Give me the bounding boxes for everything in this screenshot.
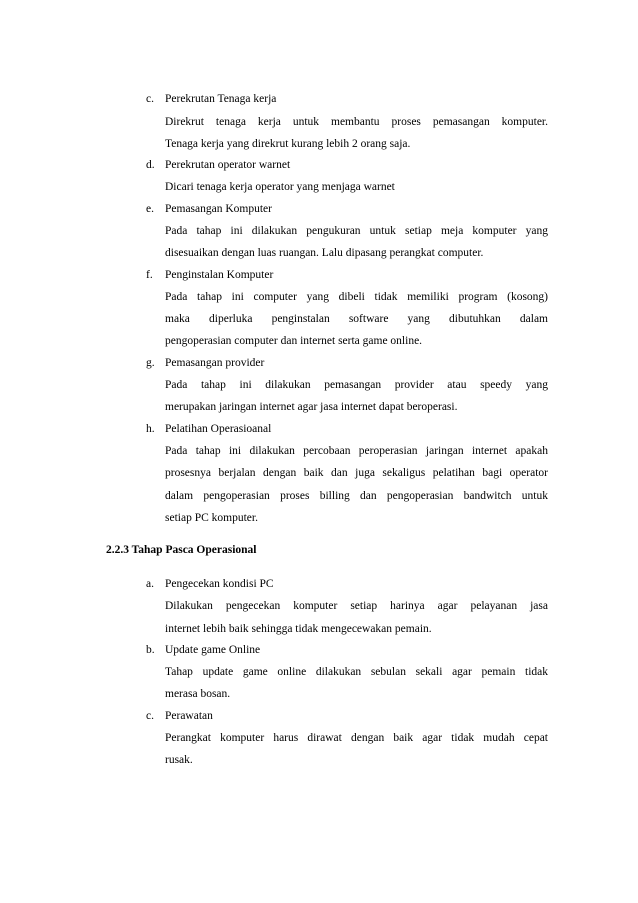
paragraph-line: Pada tahap ini dilakukan percobaan peroperasian jaringan internet apakah [165, 445, 548, 457]
paragraph-line: internet lebih baik sehingga tidak mengecewakan pemain. [165, 623, 432, 635]
section-heading: 2.2.3 Tahap Pasca Operasional [106, 544, 257, 556]
paragraph-line: Tenaga kerja yang direkrut kurang lebih 2 orang saja. [165, 138, 411, 150]
list-label-h: h. [146, 423, 155, 435]
paragraph-line: dalam pengoperasian proses billing dan pengoperasian bandwitch untuk [165, 490, 548, 502]
list-label-a: a. [146, 578, 154, 590]
list-title-perekrutan-operator-warnet: Perekrutan operator warnet [165, 159, 291, 171]
list-title-pemasangan-komputer: Pemasangan Komputer [165, 203, 272, 215]
list-label-e: e. [146, 203, 154, 215]
list-title-pengecekan-kondisi-pc: Pengecekan kondisi PC [165, 578, 274, 590]
list-label-f: f. [146, 269, 153, 281]
list-title-perawatan: Perawatan [165, 710, 213, 722]
paragraph-line: maka diperluka penginstalan software yang dibutuhkan dalam [165, 313, 548, 325]
list-title-perekrutan-tenaga-kerja: Perekrutan Tenaga kerja [165, 93, 277, 105]
paragraph-line: prosesnya berjalan dengan baik dan juga sekaligus pelatihan bagi operator [165, 467, 548, 479]
list-label-b: b. [146, 644, 155, 656]
paragraph-line: Pada tahap ini dilakukan pemasangan provider atau speedy yang [165, 379, 548, 391]
list-title-pelatihan-operasional: Pelatihan Operasioanal [165, 423, 272, 435]
list-title-penginstalan-komputer: Penginstalan Komputer [165, 269, 274, 281]
list-label-d: d. [146, 159, 155, 171]
paragraph-line: Pada tahap ini computer yang dibeli tidak memiliki program (kosong) [165, 291, 548, 303]
list-label-c: c. [146, 710, 154, 722]
paragraph-line: rusak. [165, 754, 193, 766]
list-title-pemasangan-provider: Pemasangan provider [165, 357, 265, 369]
list-label-c: c. [146, 93, 154, 105]
paragraph-line: Perangkat komputer harus dirawat dengan baik agar tidak mudah cepat [165, 732, 548, 744]
paragraph-line: setiap PC komputer. [165, 512, 258, 524]
paragraph-line: pengoperasian computer dan internet serta game online. [165, 335, 423, 347]
list-label-g: g. [146, 357, 155, 369]
paragraph-line: Dilakukan pengecekan komputer setiap harinya agar pelayanan jasa [165, 600, 548, 612]
paragraph-line: Direkrut tenaga kerja untuk membantu proses pemasangan komputer. [165, 116, 548, 128]
paragraph-line: Pada tahap ini dilakukan pengukuran untuk setiap meja komputer yang [165, 225, 548, 237]
list-title-update-game-online: Update game Online [165, 644, 261, 656]
paragraph-line: merasa bosan. [165, 688, 231, 700]
paragraph-line: merupakan jaringan internet agar jasa internet dapat beroperasi. [165, 401, 458, 413]
paragraph-line: disesuaikan dengan luas ruangan. Lalu dipasang perangkat computer. [165, 247, 484, 259]
paragraph-line: Dicari tenaga kerja operator yang menjaga warnet [165, 181, 395, 193]
paragraph-line: Tahap update game online dilakukan sebulan sekali agar pemain tidak [165, 666, 548, 678]
